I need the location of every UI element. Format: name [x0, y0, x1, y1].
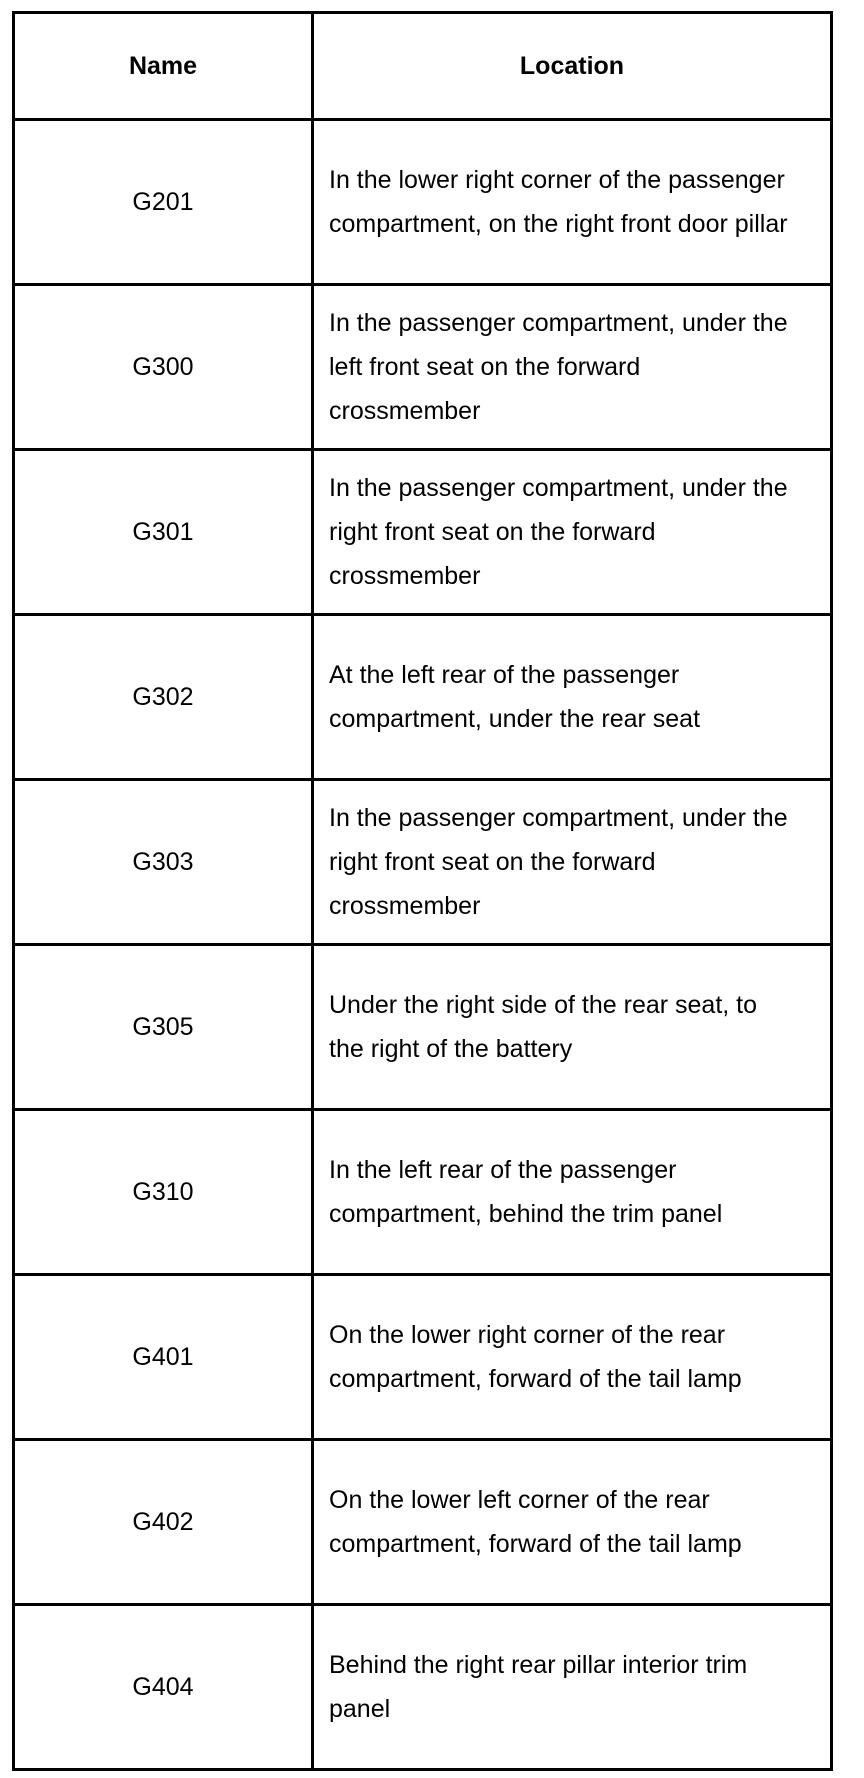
- table-row: [14, 450, 832, 615]
- table-row: [14, 780, 832, 945]
- table-row: [14, 1275, 832, 1440]
- table-row: [14, 120, 832, 285]
- ground-name-cell: G310: [14, 1110, 313, 1275]
- ground-location-cell: On the lower left corner of the rear compartment, forward of the tail lamp: [313, 1440, 832, 1605]
- table-row: [14, 945, 832, 1110]
- ground-location-cell: On the lower right corner of the rear compartment, forward of the tail lamp: [313, 1275, 832, 1440]
- ground-location-cell: In the passenger compartment, under the right front seat on the forward crossmember: [313, 450, 832, 615]
- table-row: [14, 285, 832, 450]
- ground-locations-table: [12, 11, 833, 1771]
- name-column-header: Name: [14, 13, 313, 120]
- ground-name-cell: G201: [14, 120, 313, 285]
- ground-name-cell: G305: [14, 945, 313, 1110]
- table-row: [14, 615, 832, 780]
- ground-location-cell: Under the right side of the rear seat, to the right of the battery: [313, 945, 832, 1110]
- table-header-row: [14, 13, 832, 120]
- table-row: [14, 1605, 832, 1770]
- ground-location-cell: In the lower right corner of the passenger compartment, on the right front door pillar: [313, 120, 832, 285]
- ground-location-cell: Behind the right rear pillar interior trim panel: [313, 1605, 832, 1770]
- ground-name-cell: G401: [14, 1275, 313, 1440]
- ground-name-cell: G302: [14, 615, 313, 780]
- ground-location-cell: In the passenger compartment, under the left front seat on the forward crossmember: [313, 285, 832, 450]
- ground-location-cell: In the left rear of the passenger compartment, behind the trim panel: [313, 1110, 832, 1275]
- ground-name-cell: G402: [14, 1440, 313, 1605]
- ground-location-cell: At the left rear of the passenger compartment, under the rear seat: [313, 615, 832, 780]
- ground-name-cell: G404: [14, 1605, 313, 1770]
- ground-name-cell: G303: [14, 780, 313, 945]
- table-row: [14, 1440, 832, 1605]
- document-page: [12, 11, 830, 1768]
- ground-name-cell: G301: [14, 450, 313, 615]
- ground-name-cell: G300: [14, 285, 313, 450]
- location-column-header: Location: [313, 13, 832, 120]
- table-row: [14, 1110, 832, 1275]
- ground-location-cell: In the passenger compartment, under the right front seat on the forward crossmember: [313, 780, 832, 945]
